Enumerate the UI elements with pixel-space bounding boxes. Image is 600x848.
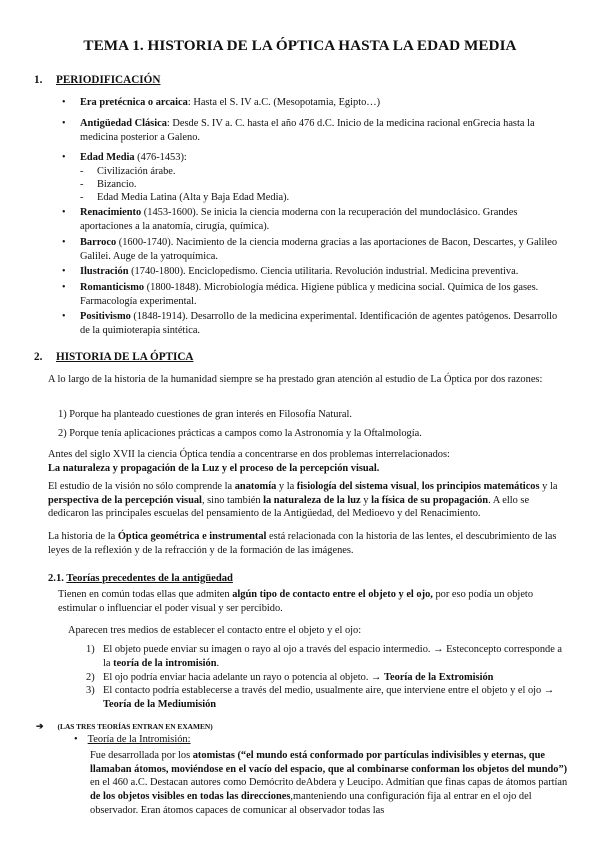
bold-run: perspectiva de la percepción visual xyxy=(48,494,202,506)
sub-item-text: Bizancio. xyxy=(97,179,137,190)
bold-run: de los objetos visibles en todas las direcciones xyxy=(90,791,291,803)
paragraph xyxy=(48,480,570,521)
exam-note-text: (LAS TRES TEORÍAS ENTRAN EN EXAMEN) xyxy=(57,722,213,731)
bold-run: Teoría de la Mediumisión xyxy=(103,698,217,710)
period-text: (1800-1848). Microbiología médica. Higiene pública y medicina social. Química de los gases. Farmacología experimental. xyxy=(80,282,539,307)
period-term: Ilustración xyxy=(80,266,129,277)
sub-item-text: Civilización árabe. xyxy=(97,166,176,177)
list-item xyxy=(62,281,567,308)
period-term: Renacimiento xyxy=(80,207,142,218)
list-item xyxy=(62,117,567,144)
period-term: Romanticismo xyxy=(80,282,145,293)
sub-list-item xyxy=(80,178,137,192)
bold-run: atomistas xyxy=(192,750,235,761)
section-number: 2.1. xyxy=(48,573,64,584)
section-number: 1. xyxy=(34,74,43,86)
bold-run: la física de su propagación xyxy=(371,494,489,506)
bold-run: (“el mundo está conformado por partículas indivisibles y eternas, que llamaban átomos, moviéndose en el vacío del espacio, que al combinarse conforman los objetos del mundo”) xyxy=(90,750,568,775)
period-term: Era pretécnica o arcaica xyxy=(80,97,188,108)
text-run: El ojo podría enviar hacia adelante un rayo o potencia al objeto. → xyxy=(103,672,385,683)
section-title: PERIODIFICACIÓN xyxy=(56,74,161,86)
bold-run: la naturaleza de la luz xyxy=(263,494,361,506)
paragraph xyxy=(90,749,570,818)
text-run: , sino también xyxy=(201,494,264,506)
bold-run: Teoría de la Extromisión xyxy=(384,672,494,683)
text-run: por eso podía un objeto estimular o influenciar el poder visual y ser percibido. xyxy=(58,589,534,614)
bold-run: fisiología del sistema visual xyxy=(296,481,417,492)
list-item xyxy=(74,733,191,747)
section-2-heading xyxy=(34,350,194,365)
dash-icon: - xyxy=(80,192,84,203)
text-run: está relacionada con la historia de las lentes, el descubrimiento de las leyes de la reflexión y de la refracción y de la formación de las imágenes. xyxy=(48,531,557,556)
subsection-2-1-heading xyxy=(48,572,568,586)
period-text: (476-1453): xyxy=(134,152,187,163)
list-item xyxy=(62,236,567,263)
period-text: (1453-1600). Se inicia la ciencia moderna con la recuperación del mundoclásico. Grandes aportaciones a la anatomía, cirugía, química). xyxy=(80,207,518,232)
list-item xyxy=(86,684,568,711)
bullet-icon: • xyxy=(62,207,66,218)
paragraph xyxy=(58,588,570,615)
paragraph: 2) Porque tenía aplicaciones prácticas a campos como la Astronomía y la Oftalmología. xyxy=(58,428,422,439)
list-number: 1) xyxy=(86,644,95,655)
dash-icon: - xyxy=(80,179,84,190)
text-run: . xyxy=(216,657,220,669)
period-term: Antigüedad Clásica xyxy=(80,118,167,129)
sub-list-item xyxy=(80,191,289,205)
text-run: Tienen en común todas ellas que admiten xyxy=(58,589,233,600)
period-text: : Desde S. IV a. C. hasta el año 476 d.C. Inicio de la medicina racional enGrecia hasta la medicina posterior a Galeno. xyxy=(80,118,535,143)
period-term: Edad Media xyxy=(80,152,135,163)
page-title: TEMA 1. HISTORIA DE LA ÓPTICA HASTA LA EDAD MEDIA xyxy=(83,37,517,54)
section-number: 2. xyxy=(34,351,43,363)
paragraph: A lo largo de la historia de la humanidad siempre se ha prestado gran atención al estudio de La Óptica por dos razones: xyxy=(48,374,543,385)
section-title: HISTORIA DE LA ÓPTICA xyxy=(56,351,194,363)
dash-icon: - xyxy=(80,166,84,177)
text-run: y xyxy=(360,494,372,506)
arrow-right-icon: ➔ xyxy=(36,721,44,731)
bold-run: algún tipo de contacto entre el objeto y el ojo, xyxy=(232,589,433,600)
list-item xyxy=(62,206,567,233)
text-run: y la xyxy=(276,481,297,492)
paragraph xyxy=(48,530,570,557)
text-run: Fue desarrollada por los xyxy=(90,750,193,761)
text-run: La historia de la xyxy=(48,531,118,542)
sub-item-text: Edad Media Latina (Alta y Baja Edad Media). xyxy=(97,192,290,203)
bullet-icon: • xyxy=(62,237,66,248)
text-run: El contacto podría establecerse a través del medio, usualmente aire, que interviene entre el objeto y el ojo → xyxy=(103,685,555,696)
period-text: (1600-1740). Nacimiento de la ciencia moderna gracias a las aportaciones de Bacon, Descartes, y Galileo Galilei. Auge de la yatroquímica. xyxy=(80,237,558,262)
bold-run: Óptica geométrica e instrumental xyxy=(117,531,267,542)
paragraph: Aparecen tres medios de establecer el contacto entre el objeto y el ojo: xyxy=(68,625,362,636)
list-item xyxy=(62,265,567,279)
section-title: Teorías precedentes de la antigüedad xyxy=(66,573,233,584)
list-number: 3) xyxy=(86,685,95,696)
exam-note xyxy=(36,721,213,733)
bold-run: La naturaleza y propagación de la Luz y el proceso de la percepción visual. xyxy=(48,462,380,474)
bullet-icon: • xyxy=(62,97,66,108)
list-item xyxy=(62,151,567,165)
list-item xyxy=(86,643,568,670)
list-item xyxy=(62,310,567,337)
section-1-heading xyxy=(34,73,160,88)
text-run: . A ello se dedicaron las principales escuelas del pensamiento de la Antigüedad, del Medioevo y del Renacimiento. xyxy=(48,494,530,520)
text-run: ,manteniendo una configuración fija al entrar en el ojo del observador. Eran átomos capaces de comunicar al observador todas las xyxy=(90,791,532,816)
bullet-icon: • xyxy=(62,118,66,129)
list-item xyxy=(86,671,568,685)
sub-heading: Teoría de la Intromisión: xyxy=(87,734,191,745)
bullet-icon: • xyxy=(62,311,66,322)
bold-run: anatomía xyxy=(234,481,277,492)
bullet-icon: • xyxy=(62,152,66,163)
text-run: en el 460 a.C. Destacan autores como Demócrito deAbdera y Leucipo. Admitían que finas capas de átomos partían xyxy=(90,777,568,789)
text-run: y la xyxy=(539,481,558,492)
sub-list-item xyxy=(80,165,175,179)
period-text: (1740-1800). Enciclopedismo. Ciencia utilitaria. Revolución industrial. Medicina preventiva. xyxy=(128,266,519,277)
bold-run: teoría de la intromisión xyxy=(113,657,217,669)
list-number: 2) xyxy=(86,672,95,683)
text-run: El estudio de la visión no sólo comprende la xyxy=(48,481,235,492)
paragraph xyxy=(48,448,568,475)
list-item xyxy=(62,96,567,110)
period-term: Positivismo xyxy=(80,311,131,322)
bullet-icon: • xyxy=(62,266,66,277)
text-run: Antes del siglo XVII la ciencia Óptica tendía a concentrarse en dos problemas interrelacionados: xyxy=(48,449,450,460)
paragraph: 1) Porque ha planteado cuestiones de gran interés en Filosofía Natural. xyxy=(58,409,353,420)
period-text: (1848-1914). Desarrollo de la medicina experimental. Identificación de agentes patógenos. Desarrollo de la quimioterapia sintética. xyxy=(80,311,558,336)
period-text: : Hasta el S. IV a.C. (Mesopotamia, Egipto…) xyxy=(187,97,381,108)
text-run: , xyxy=(416,481,422,492)
period-term: Barroco xyxy=(80,237,117,248)
bullet-icon: • xyxy=(74,734,78,745)
text-run: El objeto puede enviar su imagen o rayo al ojo a través del espacio intermedio. → Esteconcepto corresponde a la xyxy=(103,644,563,669)
bullet-icon: • xyxy=(62,282,66,293)
bold-run: los principios matemáticos xyxy=(421,481,540,492)
